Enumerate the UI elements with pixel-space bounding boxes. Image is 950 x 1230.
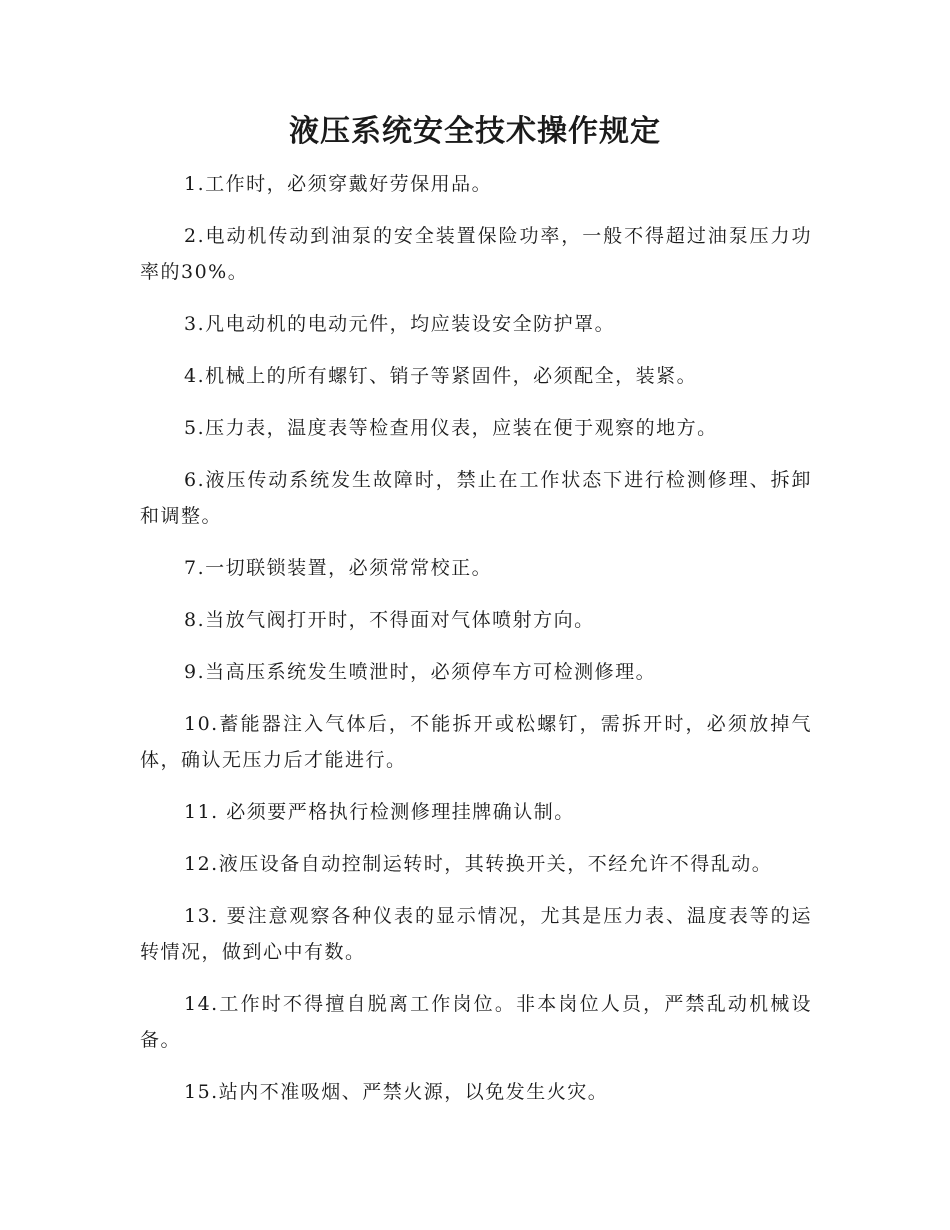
document-title: 液压系统安全技术操作规定 [289, 114, 661, 149]
paragraph-10: 10.蓄能器注入气体后，不能拆开或松螺钉，需拆开时，必须放掉气体，确认无压力后才能进行。 [140, 713, 812, 771]
paragraph-1: 1.工作时，必须穿戴好劳保用品。 [184, 173, 493, 195]
paragraph-6: 6.液压传动系统发生故障时，禁止在工作状态下进行检测修理、拆卸和调整。 [140, 469, 812, 527]
paragraph-11: 11. 必须要严格执行检测修理挂牌确认制。 [184, 801, 575, 823]
paragraph-3: 3.凡电动机的电动元件，均应装设安全防护罩。 [184, 313, 616, 335]
paragraph-7: 7.一切联锁装置，必须常常校正。 [184, 557, 493, 579]
paragraph-8: 8.当放气阀打开时，不得面对气体喷射方向。 [184, 609, 595, 631]
paragraph-2: 2.电动机传动到油泵的安全装置保险功率，一般不得超过油泵压力功率的30%。 [140, 225, 812, 283]
document-body [140, 166, 812, 1126]
paragraph-12: 12.液压设备自动控制运转时，其转换开关，不经允许不得乱动。 [184, 853, 773, 875]
paragraph-5: 5.压力表，温度表等检查用仪表，应装在便于观察的地方。 [184, 417, 718, 439]
paragraph-13: 13. 要注意观察各种仪表的显示情况，尤其是压力表、温度表等的运转情况，做到心中有数。 [140, 905, 812, 963]
paragraph-9: 9.当高压系统发生喷泄时，必须停车方可检测修理。 [184, 661, 657, 683]
paragraph-15: 15.站内不准吸烟、严禁火源，以免发生火灾。 [184, 1081, 609, 1103]
paragraph-14: 14.工作时不得擅自脱离工作岗位。非本岗位人员，严禁乱动机械设备。 [140, 993, 812, 1051]
paragraph-4: 4.机械上的所有螺钉、销子等紧固件，必须配全，装紧。 [184, 365, 698, 387]
